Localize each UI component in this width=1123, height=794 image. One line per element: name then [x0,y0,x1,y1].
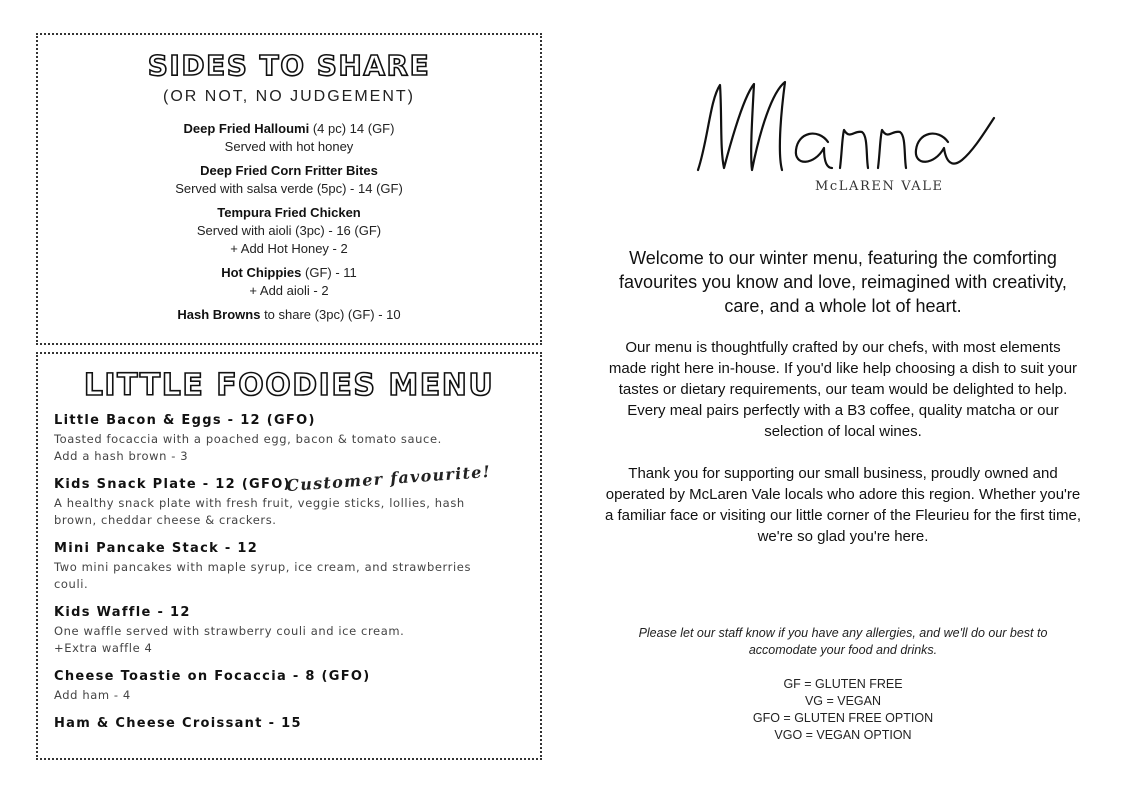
kids-item-desc: Toasted focaccia with a poached egg, bacon & tomato sauce. [54,432,442,446]
kids-item-desc: A healthy snack plate with fresh fruit, veggie sticks, lollies, hash brown, cheddar cheese & crackers. [54,496,465,527]
legend-line: VG = VEGAN [804,694,882,708]
kids-item-name: Kids Snack Plate - 12 (GFO) [54,477,291,492]
kids-menu-item [38,539,540,593]
thanks-text: Thank you for supporting our small business, proudly owned and operated by McLaren Vale locals who adore this region. Whether you're a familiar face or visiting our little corner of the Fleurieu for the first time, we're so glad you're here. [605,465,1082,545]
kids-menu-title: LITTLE FOODIES MENU [83,368,495,403]
kids-item-extra: +Extra waffle 4 [54,641,153,655]
kids-item-name-row [54,461,540,496]
kids-item-desc: Two mini pancakes with maple syrup, ice cream, and strawberries couli. [54,560,472,591]
customer-favourite-note: Customer favourite! [285,461,492,496]
side-item-name: Hot Chippies [221,265,302,280]
legend-line: GF = GLUTEN FREE [783,677,903,691]
side-item-line: Served with salsa verde (5pc) - 14 (GF) [175,181,403,196]
kids-menu-section [36,352,542,760]
side-item-detail: (4 pc) 14 (GF) [309,121,395,136]
intro-text: Our menu is thoughtfully crafted by our chefs, with most elements made right here in-house. If you'd like help choosing a dish to suit your tastes or dietary requirements, our team would be delighted to help. Every meal pairs perfectly with a B3 coffee, quality matcha or our selection of local wines. [608,339,1078,440]
manna-logo [690,70,1000,195]
kids-menu-item [38,411,540,465]
side-item-line: Served with hot honey [224,139,354,154]
side-item [38,204,540,258]
side-item-detail: (GF) - 11 [301,265,357,280]
logo-subtitle: McLAREN VALE [815,179,944,194]
kids-item-name: Cheese Toastie on Focaccia - 8 (GFO) [54,669,371,684]
legend-line: VGO = VEGAN OPTION [774,728,912,742]
sides-section [36,33,542,345]
allergy-note: Please let our staff know if you have any allergies, and we'll do our best to accomodate your food and drinks. [638,626,1048,657]
side-item-line: + Add Hot Honey - 2 [230,241,348,256]
kids-item-desc: One waffle served with strawberry couli and ice cream. [54,624,405,638]
side-item [38,162,540,198]
sides-subtitle: (OR NOT, NO JUDGEMENT) [163,88,415,105]
kids-item-desc: Add ham - 4 [54,688,131,702]
side-item [38,306,540,324]
kids-item-name: Mini Pancake Stack - 12 [54,541,259,556]
side-item-detail: to share (3pc) (GF) - 10 [260,307,401,322]
kids-menu-item [38,461,540,529]
kids-menu-item [38,603,540,657]
side-item-name: Tempura Fried Chicken [217,205,361,220]
kids-item-name: Kids Waffle - 12 [54,605,191,620]
side-item [38,264,540,300]
welcome-text: Welcome to our winter menu, featuring the comforting favourites you know and love, reimagined with creativity, care, and a whole lot of heart. [619,248,1067,316]
legend-line: GFO = GLUTEN FREE OPTION [752,711,934,725]
dietary-legend [620,676,1066,744]
side-item [38,120,540,156]
kids-item-name: Little Bacon & Eggs - 12 (GFO) [54,413,316,428]
kids-item-extra: Add a hash brown - 3 [54,449,189,463]
side-item-name: Deep Fried Corn Fritter Bites [200,163,378,178]
side-item-line: + Add aioli - 2 [249,283,329,298]
sides-title: SIDES TO SHARE [147,49,431,82]
side-item-line: Served with aioli (3pc) - 16 (GF) [196,223,382,238]
side-item-name: Hash Browns [177,307,261,322]
side-item-name: Deep Fried Halloumi [183,121,310,136]
kids-menu-item [38,667,540,704]
kids-item-name: Ham & Cheese Croissant - 15 [54,716,302,731]
kids-menu-item [38,714,540,734]
